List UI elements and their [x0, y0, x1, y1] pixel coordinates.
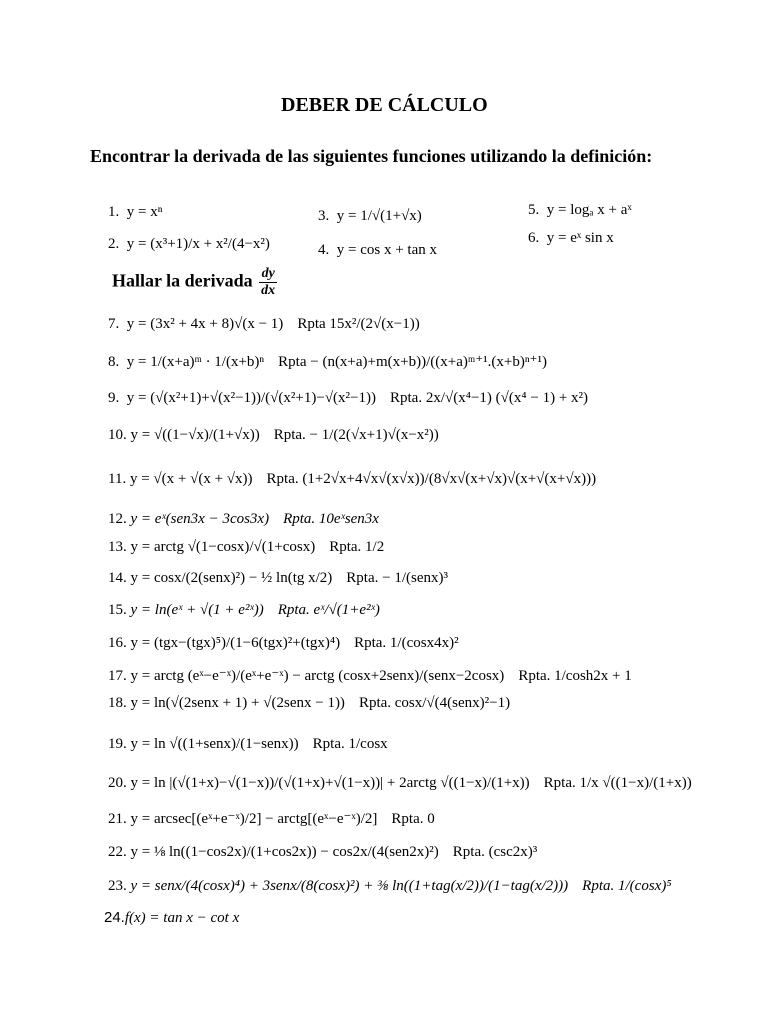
problem-19: [108, 734, 388, 754]
problem-2: [108, 234, 270, 254]
answer: Rpta. 1/cosh2x + 1: [518, 668, 632, 684]
problem-6: [528, 228, 614, 248]
answer: Rpta − (n(x+a)+m(x+b))/((x+a)ᵐ⁺¹.(x+b)ⁿ⁺¹): [278, 354, 547, 370]
answer: Rpta. 1/cosx: [312, 736, 388, 752]
problem-number: 23.: [108, 878, 127, 894]
problem-number: 19.: [108, 736, 127, 752]
problem-number: 6.: [528, 230, 540, 246]
problem-number: 22.: [108, 844, 127, 860]
answer: Rpta. 1/x √((1−x)/(1+x)): [543, 775, 692, 791]
answer: Rpta. − 1/(2(√x+1)√(x−x²)): [273, 427, 439, 443]
answer: Rpta. 1/2: [329, 539, 385, 555]
problem-number: 21.: [108, 811, 127, 827]
problem-5: [528, 200, 632, 220]
problem-expression: y = cosx/(2(senx)²) − ½ ln(tg x/2): [130, 570, 333, 586]
problem-number: 7.: [108, 316, 120, 332]
problem-number: 15.: [108, 602, 127, 618]
answer: Rpta. eˣ/√(1+e²ˣ): [277, 602, 380, 618]
problem-expression: y = √(x + √(x + √x)): [129, 471, 253, 487]
answer: Rpta. (1+2√x+4√x√(x√x))/(8√x√(x+√x)√(x+√(x+√x))): [266, 471, 597, 487]
problem-1: [108, 202, 162, 222]
problem-number: 20.: [108, 775, 127, 791]
problem-number: 3.: [318, 208, 330, 224]
problem-expression: y = logₐ x + aˣ: [546, 202, 632, 218]
problem-22: [108, 842, 537, 862]
problem-number: 10.: [108, 427, 127, 443]
problem-number: 18.: [108, 695, 127, 711]
problem-9: [108, 388, 588, 408]
dy-dx-fraction: [259, 266, 277, 299]
problem-17: [108, 666, 632, 686]
problem-number: 2.: [108, 236, 120, 252]
problem-23: [108, 876, 672, 896]
answer: Rpta. 2x/√(x⁴−1) (√(x⁴ − 1) + x²): [390, 390, 589, 406]
problem-expression: y = xⁿ: [126, 204, 163, 220]
problem-expression: y = 1/√(1+√x): [336, 208, 422, 224]
problem-20: [108, 773, 692, 793]
answer: Rpta. − 1/(senx)³: [346, 570, 448, 586]
answer: Rpta. 1/(cosx)⁵: [582, 878, 672, 894]
problem-number: 9.: [108, 390, 120, 406]
problem-expression: y = arctg (eˣ−e⁻ˣ)/(eˣ+e⁻ˣ) − arctg (cosx+2senx)/(senx−2cosx): [130, 668, 505, 684]
page-title: DEBER DE CÁLCULO: [281, 94, 488, 116]
problem-number: 16.: [108, 635, 127, 651]
problem-13: [108, 537, 384, 557]
problem-3: [318, 206, 422, 226]
dy-label: dy: [259, 266, 277, 283]
problem-expression: y = arctg √(1−cosx)/√(1+cosx): [130, 539, 316, 555]
problem-expression: y = (tgx−(tgx)⁵)/(1−6(tgx)²+(tgx)⁴): [130, 635, 341, 651]
problem-7: [108, 314, 420, 334]
problem-expression: y = 1/(x+a)ᵐ · 1/(x+b)ⁿ: [126, 354, 265, 370]
problem-number: 13.: [108, 539, 127, 555]
problem-expression: y = senx/(4(cosx)⁴) + 3senx/(8(cosx)²) + ⅜ ln((1+tag(x/2))/(1−tag(x/2))): [130, 878, 569, 894]
problem-expression: y = ln |(√(1+x)−√(1−x))/(√(1+x)+√(1−x))| + 2arctg √((1−x)/(1+x)): [130, 775, 530, 791]
problem-number: 8.: [108, 354, 120, 370]
problem-24: [104, 908, 239, 928]
answer: Rpta. 1/(cosx4x)²: [354, 635, 459, 651]
problem-4: [318, 240, 437, 260]
problem-number: 5.: [528, 202, 540, 218]
problem-14: [108, 568, 448, 588]
problem-number: 12.: [108, 511, 127, 527]
problem-expression: y = arcsec[(eˣ+e⁻ˣ)/2] − arctg[(eˣ−e⁻ˣ)/2]: [130, 811, 378, 827]
answer: Rpta. 10eˣsen3x: [283, 511, 379, 527]
problem-expression: y = cos x + tan x: [336, 242, 437, 258]
problem-11: [108, 469, 596, 489]
problem-15: [108, 600, 380, 620]
dx-label: dx: [261, 283, 276, 298]
problem-expression: y = (x³+1)/x + x²/(4−x²): [126, 236, 270, 252]
answer: Rpta. 0: [391, 811, 435, 827]
problem-expression: y = eˣ(sen3x − 3cos3x): [130, 511, 270, 527]
problem-number: 14.: [108, 570, 127, 586]
problem-number: 24.: [104, 909, 125, 926]
problem-expression: y = ln √((1+senx)/(1−senx)): [130, 736, 299, 752]
section-heading: [112, 266, 279, 299]
answer: Rpta. (csc2x)³: [452, 844, 538, 860]
problem-expression: y = (√(x²+1)+√(x²−1))/(√(x²+1)−√(x²−1)): [126, 390, 376, 406]
answer: Rpta 15x²/(2√(x−1)): [297, 316, 420, 332]
instruction-text: Encontrar la derivada de las siguientes funciones utilizando la definición:: [90, 146, 653, 166]
problem-number: 11.: [108, 471, 127, 487]
problem-18: [108, 693, 510, 713]
problem-number: 17.: [108, 668, 127, 684]
problem-8: [108, 352, 547, 372]
answer: Rpta. cosx/√(4(senx)²−1): [358, 695, 511, 711]
problem-10: [108, 425, 439, 445]
problem-number: 4.: [318, 242, 330, 258]
problem-expression: y = ln(eˣ + √(1 + e²ˣ)): [130, 602, 264, 618]
problem-12: [108, 509, 379, 529]
problem-expression: f(x) = tan x − cot x: [124, 910, 240, 926]
problem-expression: y = eˣ sin x: [546, 230, 614, 246]
section-heading-text: Hallar la derivada: [112, 270, 253, 291]
problem-number: 1.: [108, 204, 120, 220]
problem-expression: y = ⅛ ln((1−cos2x)/(1+cos2x)) − cos2x/(4(sen2x)²): [130, 844, 439, 860]
problem-expression: y = (3x² + 4x + 8)√(x − 1): [126, 316, 284, 332]
problem-21: [108, 809, 435, 829]
problem-expression: y = √((1−√x)/(1+√x)): [130, 427, 260, 443]
problem-expression: y = ln(√(2senx + 1) + √(2senx − 1)): [130, 695, 345, 711]
problem-16: [108, 633, 459, 653]
